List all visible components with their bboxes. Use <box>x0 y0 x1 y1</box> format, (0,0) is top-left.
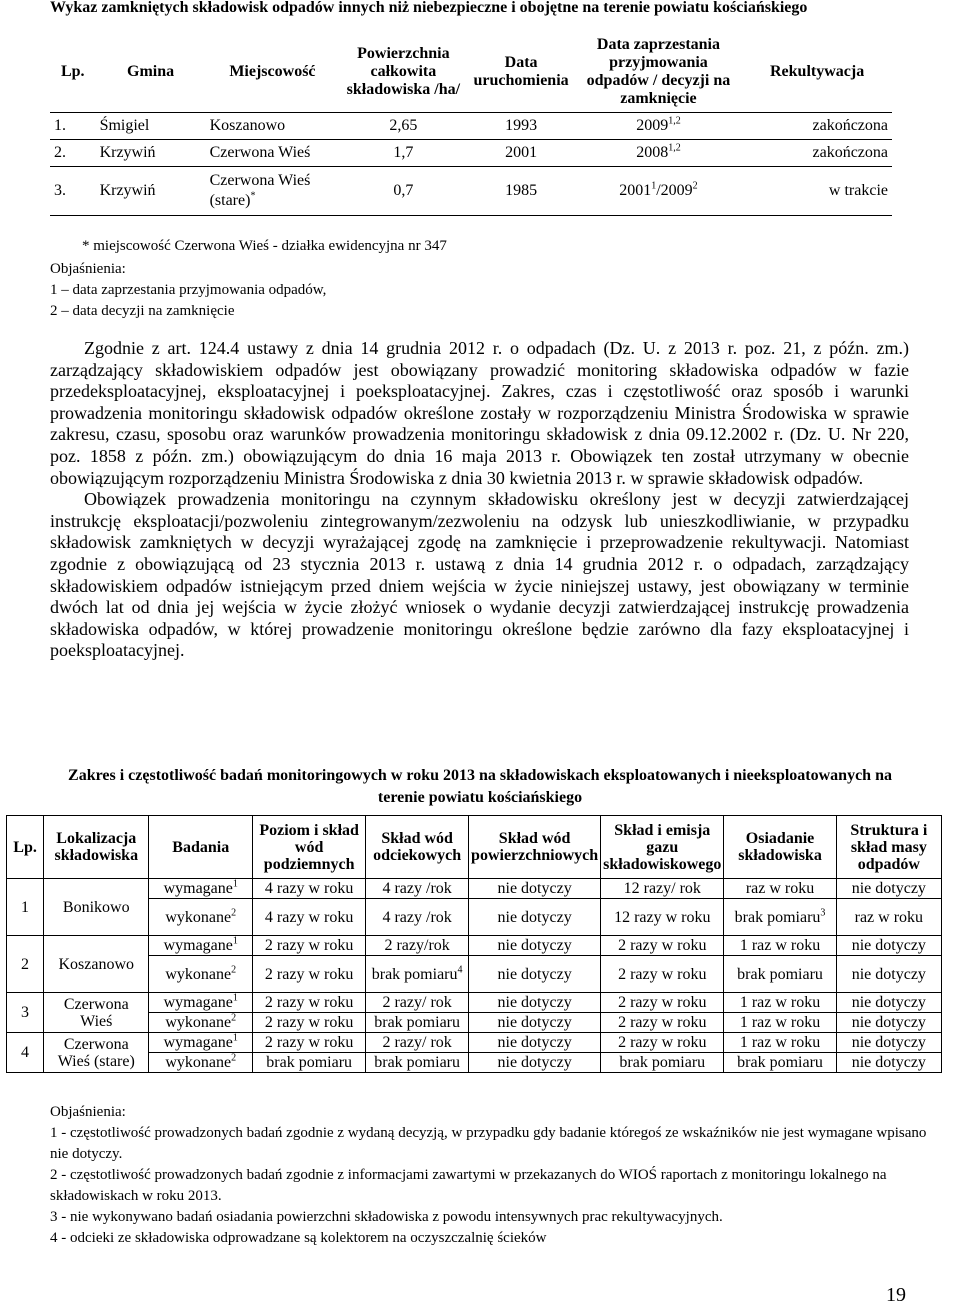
cell-lp: 1 <box>7 879 44 936</box>
badania-label: wykonane <box>165 1054 232 1071</box>
col-lokalizacja: Lokalizacja składowiska <box>44 816 149 879</box>
col-struktura: Struktura i skład masy odpadów <box>836 816 941 879</box>
cell-value: nie dotyczy <box>469 1033 601 1053</box>
cell-value: nie dotyczy <box>469 879 601 899</box>
cell-value: 2 razy w roku <box>253 1033 366 1053</box>
cell-badania <box>149 1013 253 1033</box>
cell-badania <box>149 1053 253 1073</box>
cell-value: brak pomiaru <box>724 1053 836 1073</box>
closed-landfills-table <box>50 32 892 216</box>
value-text: brak pomiaru <box>734 908 821 926</box>
cell-value <box>724 899 836 936</box>
cell-lp: 3. <box>50 167 96 216</box>
table-row <box>7 879 942 899</box>
footnote-mark: 1,2 <box>668 115 681 127</box>
col-wody-podziemne: Poziom i skład wód podziemnych <box>253 816 366 879</box>
cell-value: nie dotyczy <box>836 879 941 899</box>
col-powierzchnia: Powierzchnia całkowita składowiska /ha/ <box>346 45 461 98</box>
cell-value: 2 razy w roku <box>253 1013 366 1033</box>
table-row <box>7 993 942 1013</box>
cell-value: 1 raz w roku <box>724 993 836 1013</box>
cell-value: brak pomiaru <box>366 1013 469 1033</box>
cell-value <box>366 956 469 993</box>
explanations-heading: Objaśnienia: <box>50 261 126 277</box>
cell-lp: 4 <box>7 1033 44 1073</box>
footnote-mark: 1 <box>651 180 657 192</box>
cell-value: 4 razy /rok <box>366 899 469 936</box>
cell-value: 2 razy w roku <box>601 993 724 1013</box>
cell-value: 2 razy w roku <box>601 1013 724 1033</box>
footnote-mark: 2 <box>231 1052 237 1064</box>
footnote-mark: 2 <box>231 1012 237 1024</box>
cell-lp: 3 <box>7 993 44 1033</box>
cell-value: 2 razy w roku <box>601 1033 724 1053</box>
footnote-mark: 1 <box>232 992 238 1004</box>
col-gmina: Gmina <box>127 63 175 80</box>
col-lp: Lp. <box>7 816 44 879</box>
cell-lokalizacja: Koszanowo <box>44 936 149 993</box>
explanations-2 <box>50 1102 930 1249</box>
cell-badania <box>149 956 253 993</box>
body-text <box>50 338 909 662</box>
col-rekultywacja: Rekultywacja <box>769 63 865 80</box>
table-row <box>7 1033 942 1053</box>
footnote-mark: 1 <box>232 1032 238 1044</box>
cell-miejscowosc: Czerwona Wieś <box>206 140 340 167</box>
badania-label: wymagane <box>163 880 233 897</box>
badania-label: wymagane <box>163 1034 233 1051</box>
cell-value: 2 razy w roku <box>601 936 724 956</box>
explanation-item: 1 - częstotliwość prowadzonych badań zgodnie z wydaną decyzją, w przypadku gdy badanie któregoś ze wskaźników nie jest wymagane wpisano nie dotyczy. <box>50 1125 927 1162</box>
cell-powierzchnia: 2,65 <box>339 113 467 140</box>
paragraph: Obowiązek prowadzenia monitoringu na czynnym składowisku określony jest w decyzji zatwierdzającej instrukcję eksploatacji/pozwoleniu zintegrowanym/zezwoleniu na odzysk lub unieszkodliwianie, w przypadku składowisk zamkniętych w decyzji wyrażającej zgodę na zamknięcie i przeprowadzenie rekultywacji. Natomiast zgodnie z obowiązującą od 23 stycznia 2013 r. ustawą z dnia 14 grudnia 2012 r. o odpadach, zarządzający składowiskiem odpadów istniejącym przed dniem wejścia w życie niniejszej ustawy, jest obowiązany w terminie dwóch lat od dnia jej wejścia w życie złożyć wniosek o wydanie decyzji zatwierdzającej instrukcję prowadzenia składowiska odpadów, w której prowadzenie monitoringu określone będzie zarówno dla fazy eksploatacyjnej i poeksploatacyjnej. <box>50 489 909 661</box>
cell-value: brak pomiaru <box>601 1053 724 1073</box>
cell-value: nie dotyczy <box>469 899 601 936</box>
cell-value: nie dotyczy <box>836 993 941 1013</box>
cell-value: 12 razy/ rok <box>601 879 724 899</box>
cell-lp: 1. <box>50 113 96 140</box>
paragraph: Zgodnie z art. 124.4 ustawy z dnia 14 grudnia 2012 r. o odpadach (Dz. U. z 2013 r. poz. 21, z późn. zm.) zarządzający składowiskiem odpadów jest obowiązany prowadzić monitoring składowiska odpadów w fazie przedeksploatacyjnej, eksploatacyjnej i poeksploatacyjnej. Zakres, czas i częstotliwość oraz sposób i warunki prowadzenia monitoringu składowisk odpadów określone zostały w rozporządzeniu Ministra Środowiska w sprawie zakresu, czasu, sposobu oraz warunków prowadzenia monitoringu składowisk z dnia 09.12.2002 r. (Dz. U. Nr 220, poz. 1858 z późn. zm.) obowiązującym do dnia 16 maja 2013 r. Obowiązek ten został utrzymany w obecnie obowiązującym rozporządzeniu Ministra Środowiska z dnia 30 kwietnia 2013 r. w sprawie składowisk odpadów. <box>50 338 909 488</box>
cell-lokalizacja: Bonikowo <box>44 879 149 936</box>
cell-value: nie dotyczy <box>836 936 941 956</box>
cell-gmina: Śmigiel <box>96 113 206 140</box>
cell-rekultywacja: zakończona <box>742 140 892 167</box>
explanation-item: 4 - odcieki ze składowiska odprowadzane są kolektorem na oczyszczalnię ścieków <box>50 1230 547 1246</box>
cell-value: 1 raz w roku <box>724 1013 836 1033</box>
cell-rekultywacja: zakończona <box>742 113 892 140</box>
table-row <box>50 113 892 140</box>
cell-badania <box>149 899 253 936</box>
cell-value: 2 razy/rok <box>366 936 469 956</box>
cell-value: 2 razy w roku <box>601 956 724 993</box>
table-header-row <box>50 32 892 113</box>
cell-value: 2 razy w roku <box>253 936 366 956</box>
cell-lp: 2 <box>7 936 44 993</box>
cell-miejscowosc <box>206 167 340 216</box>
footnote-mark: 2 <box>692 180 698 192</box>
cell-data-uruchomienia: 1993 <box>467 113 574 140</box>
cell-value: 4 razy w roku <box>253 879 366 899</box>
cell-value: raz w roku <box>836 899 941 936</box>
col-data-uruchomienia: Data uruchomienia <box>473 54 569 89</box>
cell-value: brak pomiaru <box>366 1053 469 1073</box>
table-row <box>50 167 892 216</box>
cell-value: nie dotyczy <box>836 1053 941 1073</box>
cell-value: nie dotyczy <box>469 956 601 993</box>
footnote-mark: * <box>250 190 256 202</box>
badania-label: wykonane <box>165 1014 232 1031</box>
cell-value: 2 razy/ rok <box>366 993 469 1013</box>
col-data-zaprzestania: Data zaprzestania przyjmowania odpadów / decyzji na zamknięcie <box>586 36 731 107</box>
cell-badania <box>149 879 253 899</box>
cell-value: 2 razy/ rok <box>366 1033 469 1053</box>
cell-value: brak pomiaru <box>724 956 836 993</box>
cell-value: 4 razy w roku <box>253 899 366 936</box>
col-miejscowosc: Miejscowość <box>229 63 316 80</box>
explanation-item: 3 - nie wykonywano badań osiadania powierzchni składowiska z powodu intensywnych prac rekultywacyjnych. <box>50 1209 723 1225</box>
cell-value: nie dotyczy <box>469 1013 601 1033</box>
cell-value: nie dotyczy <box>469 1053 601 1073</box>
footnote-mark: 2 <box>231 964 237 976</box>
table1-title: Wykaz zamkniętych składowisk odpadów innych niż niebezpieczne i obojętne na terenie powiatu kościańskiego <box>50 0 808 16</box>
cell-value: 2 razy w roku <box>253 993 366 1013</box>
footnote-star: * miejscowość Czerwona Wieś - działka ewidencyjna nr 347 <box>82 238 447 254</box>
cell-lokalizacja: Czerwona Wieś (stare) <box>44 1033 149 1073</box>
explanations-1 <box>50 259 326 322</box>
table-header-row <box>7 816 942 879</box>
cell-powierzchnia: 1,7 <box>339 140 467 167</box>
cell-data-zaprzestania <box>575 113 742 140</box>
place-suffix: (stare) <box>209 192 251 209</box>
cell-value: 4 razy /rok <box>366 879 469 899</box>
footnote-mark: 1,2 <box>668 142 681 154</box>
explanations-heading: Objaśnienia: <box>50 1104 126 1120</box>
cell-value: 1 raz w roku <box>724 936 836 956</box>
cell-powierzchnia: 0,7 <box>339 167 467 216</box>
explanation-item: 2 – data decyzji na zamknięcie <box>50 303 235 319</box>
cell-data-uruchomienia: 1985 <box>467 167 574 216</box>
cell-value: 2 razy w roku <box>253 956 366 993</box>
explanation-item: 2 - częstotliwość prowadzonych badań zgodnie z informacjami zawartymi w przekazanych do WIOŚ raportach z monitoringu lokalnego na składowiskach w roku 2013. <box>50 1167 887 1204</box>
col-gaz: Skład i emisja gazu składowiskowego <box>601 816 724 879</box>
cell-value: 12 razy w roku <box>601 899 724 936</box>
footnote-mark: 4 <box>457 964 463 976</box>
cell-gmina: Krzywiń <box>96 167 206 216</box>
place-name: Czerwona Wieś <box>209 172 311 189</box>
cell-data-uruchomienia: 2001 <box>467 140 574 167</box>
cell-value: 1 raz w roku <box>724 1033 836 1053</box>
table-row <box>50 140 892 167</box>
cell-value: nie dotyczy <box>836 956 941 993</box>
value-text: brak pomiaru <box>371 965 458 983</box>
explanation-item: 1 – data zaprzestania przyjmowania odpadów, <box>50 282 327 298</box>
cell-value: nie dotyczy <box>836 1033 941 1053</box>
cell-gmina: Krzywiń <box>96 140 206 167</box>
cell-rekultywacja: w trakcie <box>742 167 892 216</box>
monitoring-table <box>6 815 942 1073</box>
footnote-mark: 1 <box>232 878 238 890</box>
col-lp: Lp. <box>60 63 85 80</box>
cell-data-zaprzestania <box>575 140 742 167</box>
table2-title: Zakres i częstotliwość badań monitoringowych w roku 2013 na składowiskach eksploatowanych i nieeksploatowanych na terenie powiatu kościańskiego <box>68 767 892 806</box>
col-badania: Badania <box>149 816 253 879</box>
table-row <box>7 936 942 956</box>
col-osiadanie: Osiadanie składowiska <box>724 816 836 879</box>
date-value: 2001 <box>619 182 652 199</box>
date-value: /2009 <box>656 182 693 199</box>
footnote-mark: 2 <box>231 907 237 919</box>
cell-value: nie dotyczy <box>836 1013 941 1033</box>
cell-value: brak pomiaru <box>253 1053 366 1073</box>
cell-lokalizacja: Czerwona Wieś <box>44 993 149 1033</box>
badania-label: wykonane <box>165 965 232 983</box>
page-number: 19 <box>886 1284 906 1306</box>
cell-lp: 2. <box>50 140 96 167</box>
badania-label: wymagane <box>163 937 233 954</box>
cell-value: nie dotyczy <box>469 993 601 1013</box>
cell-value: raz w roku <box>724 879 836 899</box>
badania-label: wykonane <box>165 908 232 926</box>
cell-badania <box>149 936 253 956</box>
footnote-mark: 1 <box>232 935 238 947</box>
col-wody-odciekowe: Skład wód odciekowych <box>366 816 469 879</box>
cell-badania <box>149 1033 253 1053</box>
cell-value: nie dotyczy <box>469 936 601 956</box>
col-wody-powierzchniowe: Skład wód powierzchniowych <box>469 816 601 879</box>
footnote-mark: 3 <box>820 907 826 919</box>
date-value: 2009 <box>636 117 669 134</box>
cell-data-zaprzestania <box>575 167 742 216</box>
cell-miejscowosc: Koszanowo <box>206 113 340 140</box>
badania-label: wymagane <box>163 994 233 1011</box>
cell-badania <box>149 993 253 1013</box>
date-value: 2008 <box>636 144 669 161</box>
